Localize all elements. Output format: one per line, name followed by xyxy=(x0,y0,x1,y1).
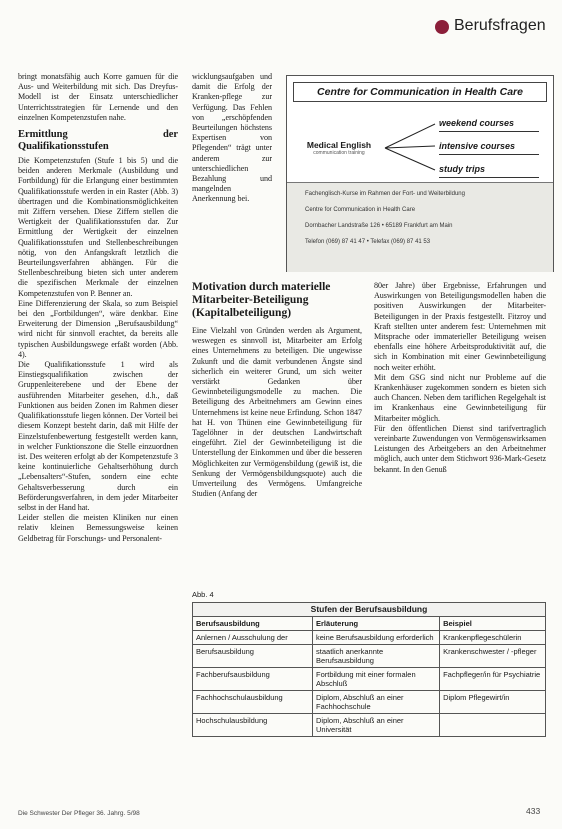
ad-brand-tagline: communication training xyxy=(313,150,365,156)
ad-brand xyxy=(299,140,379,156)
ad-arrow-middle xyxy=(385,146,435,148)
col1-para5: Leider stellen die meisten Kliniken nur einen relativ kleinen Bemessungsweise keinen Geldbetrag für Forschungs- und Personalent- xyxy=(18,513,178,543)
figure-label: Abb. 4 xyxy=(192,590,214,599)
table-row xyxy=(193,668,546,691)
table-caption-row xyxy=(193,603,546,617)
article-col-b-text-3: Für den öffentlichen Dienst sind tarifvertraglich vereinbarte Zuwendungen von Vermögenswirksamen Leistungen des Arbeitgebers an den Arbeitnehmer möglich, auch unter dem Stichwort 936-Mark-Gesetz bekannt. In den Genuß xyxy=(374,423,546,474)
article-col-a-text: Eine Vielzahl von Gründen werden als Argument, weswegen es sinnvoll ist, Mitarbeiter am Erfolg eines Unternehmens zu beteiligen. Die ungewisse Zukunft und die damit verbundenen Ängste sind sicherlich ein weiterer Grund, um sich weiter verstärkt Gedanken über Gewinnbeteiligungsmodelle zu machen. Die Beteiligung des Arbeitnehmers am Gewinn eines Unternehmens ist keine neue Erfindung. Schon 1847 hat H. von Thünen eine Gewinnbeteiligung für Tagelöhner in der deutschen Landwirtschaft eingeführt. Ziel der Gewinnbeteiligung ist die Unterstellung der Einkommen und über die besseren Möglichkeiten zur Vermögensbildung (gewiß ist, die Senkung der Vermögensbildungsquote) auch die Umverteilung des Vermögens. Umfangreiche Studien (Anfang der xyxy=(192,326,362,499)
col1-heading: Ermittlung der Qualifikationsstufen xyxy=(18,129,178,152)
ad-brand-name: Medical English xyxy=(306,140,372,150)
table-row xyxy=(193,691,546,714)
table-cell: Krankenpflegeschülerin xyxy=(440,631,546,645)
article-headline: Motivation durch materielle Mitarbeiter-Beteiligung (Kapitalbeteiligung) xyxy=(192,281,331,319)
table-header-cell: Berufsausbildung xyxy=(193,617,313,631)
table-header-cell: Beispiel xyxy=(440,617,546,631)
table-row xyxy=(193,631,546,645)
ad-title: Centre for Communication in Health Care xyxy=(293,82,547,102)
col1-para4: Die Qualifikationsstufe 1 wird als Einstiegsqualifikation zwischen der Gruppenleiterebene und der Ebene der ausführenden Mitarbeiter gesehen, d.h., daß Funktionen aus beiden Zonen im Rahmen dieser Qualifikationsstufe liegen können. Der Vorteil bei diesem Konzept besteht darin, daß mit Hilfe der Einzelstufenbewertung festgestellt werden kann, in welcher Funktionszone die Stelle einzuordnen ist. Des weiteren erfolgt ab der Kompetenzstufe 3 keine kontinuierliche Gehaltserhöhung durch „Lebensalters“-Stufen, sondern eine echte Gehaltsverbesserung durch ein Beförderungsverfahren, in dem jeder Mitarbeiter selbst in der Hand hat. xyxy=(18,360,178,512)
table-cell: keine Berufsausbildung erforderlich xyxy=(313,631,440,645)
col1-para1: bringt monatsfähig auch Korre gamuen für die Aus- und Weiterbildung mit sich. Das Dreyfus-Modell ist der Einsatz unterschiedlicher Unterrichtsstrategien für Lernende und den einzelnen Kompetenzstufen nahe. xyxy=(18,72,178,122)
footer-journal: Die Schwester Der Pfleger 36. Jahrg. 5/98 xyxy=(18,810,140,817)
section-marker-dot xyxy=(435,20,449,34)
table-row xyxy=(193,645,546,668)
ad-item-intensive: intensive courses xyxy=(439,138,539,155)
table-cell: Anlernen / Ausschulung der xyxy=(193,631,313,645)
table-cell: staatlich anerkannte Berufsausbildung xyxy=(313,645,440,668)
table-cell: Berufsausbildung xyxy=(193,645,313,668)
page-number: 433 xyxy=(526,806,541,816)
table-caption: Stufen der Berufsausbildung xyxy=(193,603,546,617)
col1-para3: Eine Differenzierung der Skala, so zum Beispiel bei den „Fortbildungen“, wäre denkbar. Eine Erweiterung der Dimension „Berufsausbildung“ wird nicht für sinnvoll erachtet, da bereits alle typischen Ausbildungswege erfaßt worden (Abb. 4). xyxy=(18,298,178,359)
column-middle-upper xyxy=(192,72,272,205)
table-cell: Diplom Pflegewirt/in xyxy=(440,691,546,714)
col2-para1: wicklungsaufgaben und damit die Erfolg der Kranken-pflege zur Verfügung. Das Fehlen von „erschöpfenden Beurteilungen höchstens Expertisen von Pflegenden“ trägt unter anderem zur unterschiedlichen Bezahlung und mangelnden Anerkennung bei. xyxy=(192,72,272,204)
table-cell: Fachberufsausbildung xyxy=(193,668,313,691)
table-cell xyxy=(440,714,546,737)
table-header-cell: Erläuterung xyxy=(313,617,440,631)
ad-contact-line: Telefon (069) 87 41 47 • Telefax (069) 87 41 53 xyxy=(305,239,431,245)
article-header xyxy=(192,281,364,320)
table-cell: Fachpfleger/in für Psychiatrie xyxy=(440,668,546,691)
figure-table xyxy=(192,602,546,737)
ad-contact-line: Centre for Communication in Health Care xyxy=(305,207,416,213)
table-cell: Fachhochschulausbildung xyxy=(193,691,313,714)
section-title: Berufsfragen xyxy=(454,17,546,34)
table-row xyxy=(193,714,546,737)
col1-para2: Die Kompetenzstufen (Stufe 1 bis 5) und die beiden anderen Merkmale (Ausbildung und Fortbildung) für die Erlangung einer bestimmten Qualifikationsstufe werden in ein Raster (Abb. 3) übertragen und die Kombinationsmöglichkeiten mit Ziffern versehen. Diese Ziffern stellen die Wertigkeit der Qualifikationsstufen dar. Zur Ermittlung der Wertigkeit der einzelnen Qualifikationsstufen und Stellenbeschreibungen nötig, von den Anfangskraft letztlich die Beurteilungsverfahren abhängen. Für die Stellenbeschreibung bieten sich unter anderem die spezifischen Merkmale der einzelnen Kompetenzstufen von P. Benner an. xyxy=(18,156,178,298)
ad-contact-line: Dornbacher Landstraße 126 • 65189 Frankfurt am Main xyxy=(305,223,453,229)
article-col-b-text-2: Mit dem GSG sind nicht nur Probleme auf die Krankenhäuser zugekommen sondern es bieten sich auch Chancen. Neben dem tariflichen Regelgehalt ist im Krankenhaus eine Gewinnbeteiligung für Mitarbeiter möglich. xyxy=(374,372,546,423)
table-header-row xyxy=(193,617,546,631)
article-column-a xyxy=(192,326,362,499)
table-cell: Diplom, Abschluß an einer Universität xyxy=(313,714,440,737)
ad-contact-line: Fachenglisch-Kurse im Rahmen der Fort- und Weiterbildung xyxy=(305,191,465,197)
ad-arrows-graphic xyxy=(383,116,439,180)
ad-arrow-bottom xyxy=(385,148,435,170)
table-cell: Fortbildung mit einer formalen Abschluß xyxy=(313,668,440,691)
table-cell: Diplom, Abschluß an einer Fachhochschule xyxy=(313,691,440,714)
article-col-b-text: 80er Jahre) über Ergebnisse, Erfahrungen und Auswirkungen von Beteiligungsmodellen haben die positiven Auswirkungen der Mitarbeiter-Beteiligungen in der Praxis festgestellt. Fitzroy und Kraft stellten unter anderem fest: Unternehmen mit Mitsprache oder immaterieller Beteiligung weisen ebenfalls eine höhere Arbeitsproduktivität auf, die sich in Kombination mit einer Gewinnbeteiligung noch weiter erhöht. xyxy=(374,281,546,372)
table-cell: Hochschulausbildung xyxy=(193,714,313,737)
article-column-b xyxy=(374,281,546,475)
ad-contact-box xyxy=(287,182,553,272)
column-left xyxy=(18,72,178,544)
ad-item-study-trips: study trips xyxy=(439,161,539,178)
ad-arrow-top xyxy=(385,124,435,148)
table-cell: Krankenschwester / -pfleger xyxy=(440,645,546,668)
ad-item-weekend: weekend courses xyxy=(439,115,539,132)
advertisement xyxy=(286,75,554,272)
